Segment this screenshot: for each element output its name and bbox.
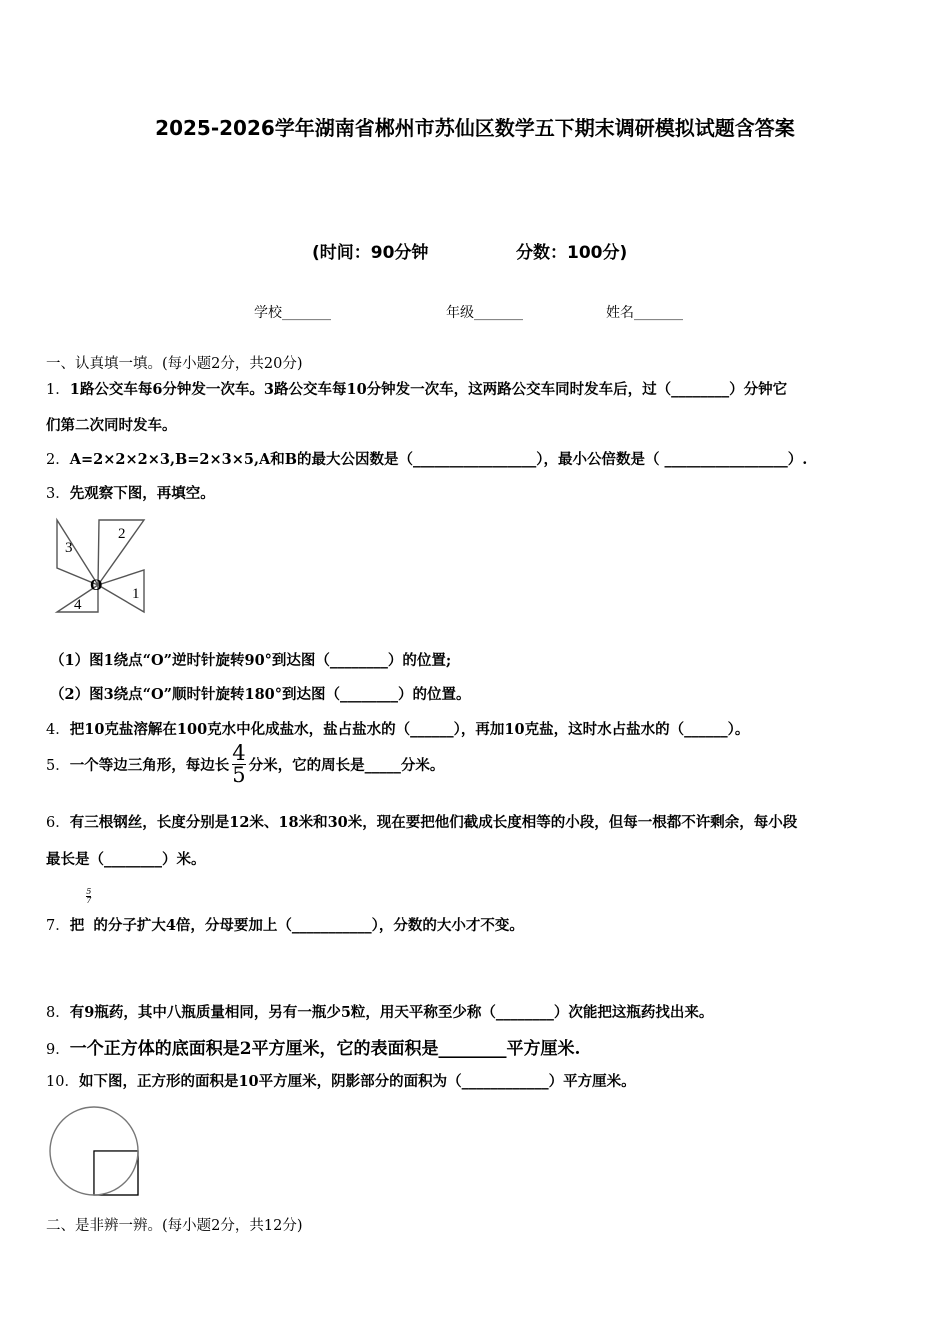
question-3-sub-2: （2）图3绕点“O”顺时针旋转180°到达图（________）的位置。 xyxy=(50,686,471,703)
question-6-continued: 最长是（________）米。 xyxy=(46,851,206,868)
grade-field: 年级_______ xyxy=(446,305,523,321)
fraction-denominator: 7 xyxy=(86,896,92,905)
exam-score: 分数：100分) xyxy=(516,243,628,263)
page-title: 2025-2026学年湖南省郴州市苏仙区数学五下期末调研模拟试题含答案 xyxy=(155,116,795,140)
name-field: 姓名_______ xyxy=(606,305,683,321)
question-2 xyxy=(46,448,807,469)
circle-square-figure xyxy=(46,1103,142,1199)
school-field: 学校_______ xyxy=(254,305,331,321)
question-number: 2． xyxy=(46,452,70,468)
question-text: 如下图，正方形的面积是10平方厘米，阴影部分的面积为（____________）平方厘米。 xyxy=(78,1073,636,1090)
label-center-o: O xyxy=(90,577,103,594)
question-text-before: 一个等边三角形，每边长 xyxy=(69,757,230,774)
question-text: 一个正方体的底面积是2平方厘米，它的表面积是________平方厘米. xyxy=(69,1039,581,1059)
question-text: A=2×2×2×3,B=2×3×5,A和B的最大公因数是（_________________），最小公倍数是（ _________________）. xyxy=(69,451,808,468)
question-number: 7． xyxy=(46,918,70,934)
exam-time: (时间：90分钟 xyxy=(312,243,429,263)
question-text: 有三根钢丝，长度分别是12米、18米和30米，现在要把他们截成长度相等的小段，但每一根都不许剩余，每小段 xyxy=(69,814,798,831)
question-number: 3． xyxy=(46,486,70,502)
section-1-heading: 一、认真填一填。(每小题2分，共20分) xyxy=(46,356,303,372)
question-4 xyxy=(46,718,749,739)
question-text-before: 把 xyxy=(69,917,85,934)
section-2-heading: 二、是非辨一辨。(每小题2分，共12分) xyxy=(46,1218,303,1234)
question-7 xyxy=(46,887,524,934)
question-number: 5． xyxy=(46,758,70,774)
triangle-3 xyxy=(57,520,98,585)
question-5 xyxy=(46,743,444,786)
question-text: 先观察下图，再填空。 xyxy=(69,485,215,502)
label-2: 2 xyxy=(118,526,126,542)
question-9 xyxy=(46,1034,580,1059)
question-text-after: 分米，它的周长是_____分米。 xyxy=(248,757,445,774)
question-text: 1路公交车每6分钟发一次车。3路公交车每10分钟发一次车，这两路公交车同时发车后，过（________）分钟它 xyxy=(69,381,788,398)
question-10 xyxy=(46,1070,636,1091)
question-8 xyxy=(46,1001,713,1022)
label-3: 3 xyxy=(65,540,73,556)
pinwheel-figure xyxy=(52,515,152,615)
fraction-numerator: 4 xyxy=(232,741,246,765)
question-text-after: 的分子扩大4倍，分母要加上（___________），分数的大小才不变。 xyxy=(93,917,524,934)
question-6 xyxy=(46,811,797,832)
label-4: 4 xyxy=(74,597,82,613)
fraction-five-sevenths xyxy=(86,888,91,905)
question-1 xyxy=(46,378,787,399)
label-1: 1 xyxy=(132,586,140,602)
question-number: 1． xyxy=(46,382,70,398)
question-3-sub-1: （1）图1绕点“O”逆时针旋转90°到达图（________）的位置; xyxy=(50,652,452,669)
fraction-denominator: 5 xyxy=(232,763,246,787)
question-text: 把10克盐溶解在100克水中化成盐水，盐占盐水的（______），再加10克盐，这时水占盐水的（______）。 xyxy=(69,721,750,738)
question-3 xyxy=(46,482,215,503)
question-number: 8． xyxy=(46,1005,70,1021)
fraction-four-fifths xyxy=(232,743,245,786)
question-1-continued: 们第二次同时发车。 xyxy=(46,417,177,434)
question-number: 9． xyxy=(46,1042,70,1058)
question-number: 10． xyxy=(46,1074,79,1090)
question-number: 6． xyxy=(46,815,70,831)
fraction-numerator: 5 xyxy=(86,887,92,896)
question-text: 有9瓶药，其中八瓶质量相同，另有一瓶少5粒，用天平称至少称（________）次能把这瓶药找出来。 xyxy=(69,1004,714,1021)
question-number: 4． xyxy=(46,722,70,738)
